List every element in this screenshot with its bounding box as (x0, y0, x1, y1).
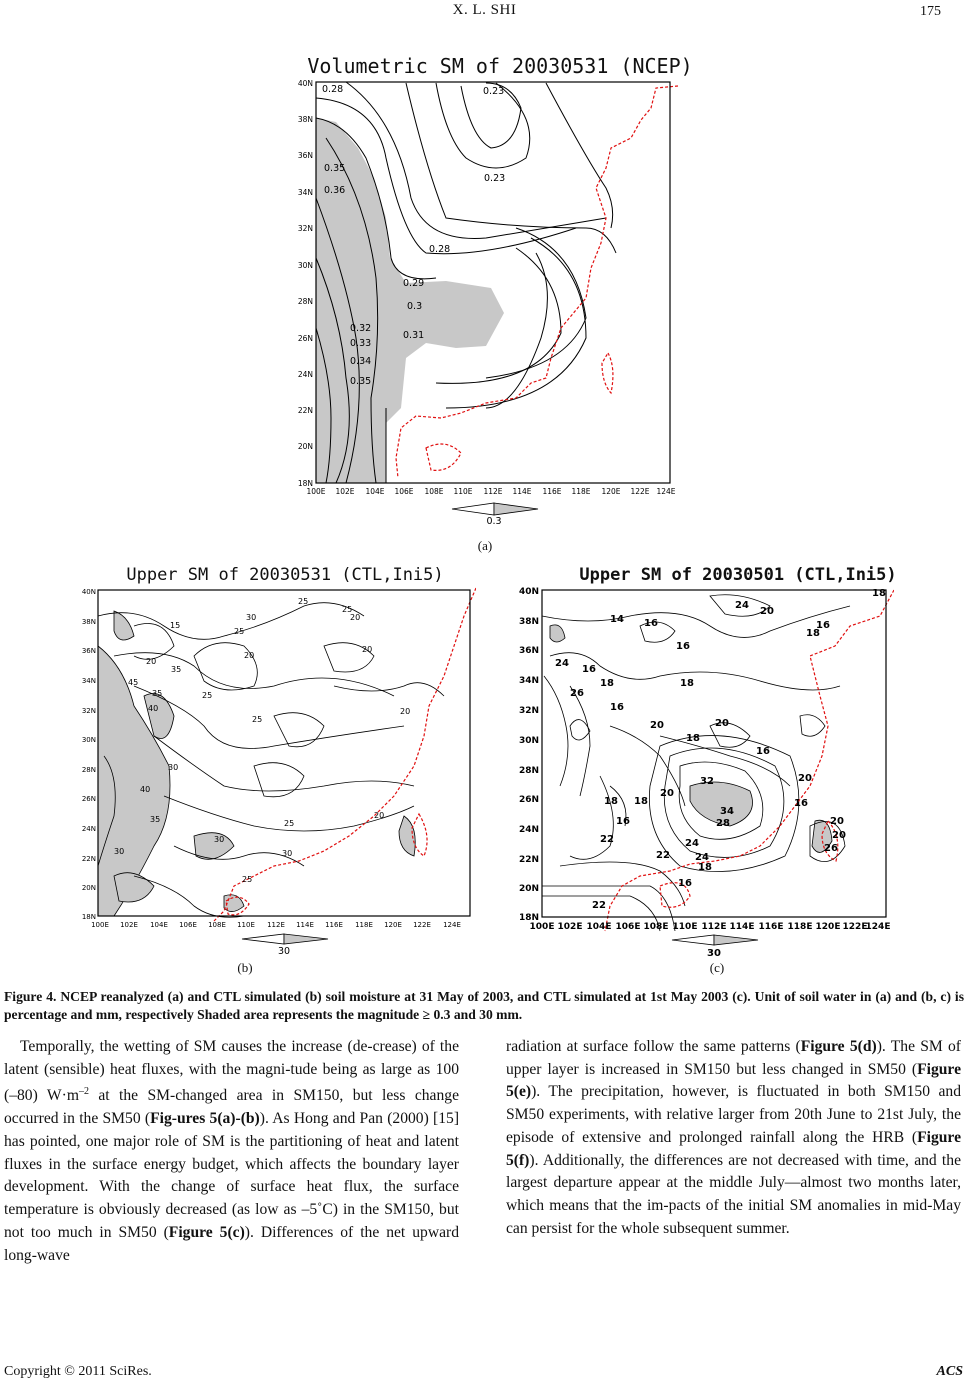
svg-text:16: 16 (816, 620, 830, 631)
svg-text:20: 20 (760, 606, 774, 617)
svg-text:20: 20 (650, 720, 664, 731)
svg-text:36N: 36N (297, 151, 313, 160)
svg-text:34: 34 (720, 806, 734, 817)
svg-text:40: 40 (148, 704, 159, 713)
svg-text:22N: 22N (81, 855, 96, 863)
svg-text:26: 26 (824, 843, 838, 854)
svg-text:18: 18 (686, 733, 700, 744)
svg-text:26N: 26N (81, 795, 96, 803)
svg-text:122E: 122E (842, 922, 868, 932)
svg-text:116E: 116E (542, 487, 562, 496)
svg-text:102E: 102E (120, 921, 138, 929)
svg-text:36N: 36N (81, 647, 96, 655)
svg-text:24: 24 (735, 600, 749, 611)
svg-text:18N: 18N (518, 913, 539, 923)
svg-text:16: 16 (610, 702, 624, 713)
svg-text:20N: 20N (297, 442, 313, 451)
svg-text:32N: 32N (81, 707, 96, 715)
svg-text:35: 35 (152, 689, 163, 698)
svg-text:38N: 38N (518, 617, 539, 627)
figure-reference: Figure 5(e) (506, 1060, 961, 1101)
svg-text:120E: 120E (384, 921, 402, 929)
svg-text:104E: 104E (150, 921, 168, 929)
map-a-legend (448, 500, 544, 526)
svg-text:25: 25 (298, 597, 309, 606)
svg-text:102E: 102E (335, 487, 355, 496)
svg-text:40N: 40N (518, 587, 539, 597)
svg-text:16: 16 (644, 618, 658, 629)
svg-text:22: 22 (592, 900, 606, 911)
svg-text:30: 30 (114, 847, 125, 856)
page-number: 175 (920, 4, 941, 19)
svg-text:26N: 26N (297, 334, 313, 343)
svg-text:0.32: 0.32 (350, 323, 372, 334)
svg-text:32N: 32N (518, 706, 539, 716)
body-paragraph: Temporally, the wetting of SM causes the increase (de-crease) of the latent (sensible) heat fluxes, with the magni-tude being as large as 100 (–80) $W\cdot m^{-2}$ at the SM-changed area in SM150, but less change occurred in the SM50 (Fig-ures 5(a)-(b)). As Hong and Pan (2000) [15] has pointed, one major role of SM is the partitioning of heat and latent fluxes in the surface energy budget, which affects the boundary layer development. With the change of surface heat flux, the surface temperature is obviously decreased (as low as –5˚C) in the SM150, but not too much in SM50 (Figure 5(c)). Differences of the net upward long-wave (4, 1038, 460, 1264)
map-c-legend (668, 934, 764, 960)
svg-text:25: 25 (252, 715, 263, 724)
svg-text:24: 24 (555, 658, 569, 669)
svg-text:20: 20 (715, 718, 729, 729)
svg-text:124E: 124E (443, 921, 461, 929)
map-b-contour-labels (114, 597, 410, 884)
svg-text:28: 28 (716, 818, 730, 829)
svg-text:25: 25 (342, 605, 353, 614)
svg-text:116E: 116E (325, 921, 343, 929)
svg-text:102E: 102E (557, 922, 583, 932)
map-c-contours (542, 595, 850, 931)
svg-text:40N: 40N (81, 588, 96, 596)
figure-reference: Figure 5(c) (168, 1223, 245, 1241)
svg-text:114E: 114E (729, 922, 755, 932)
svg-text:0.29: 0.29 (403, 278, 425, 289)
svg-text:25: 25 (234, 627, 245, 636)
svg-text:35: 35 (150, 815, 161, 824)
svg-text:104E: 104E (586, 922, 612, 932)
svg-text:108E: 108E (643, 922, 669, 932)
map-a-label: (a) (477, 538, 493, 553)
svg-text:106E: 106E (179, 921, 197, 929)
map-c-lon-ticks (530, 922, 891, 932)
svg-text:30N: 30N (518, 736, 539, 746)
svg-text:0.28: 0.28 (322, 84, 344, 95)
svg-text:122E: 122E (630, 487, 650, 496)
map-c-title: Upper SM of 20030501 (CTL,Ini5) (579, 565, 897, 585)
map-a-plot (286, 78, 678, 498)
svg-text:104E: 104E (365, 487, 385, 496)
svg-text:30N: 30N (81, 736, 96, 744)
svg-text:20: 20 (362, 645, 373, 654)
map-c-frame (542, 590, 886, 917)
svg-text:22N: 22N (297, 406, 313, 415)
figure-caption: Figure 4. NCEP reanalyzed (a) and CTL simulated (b) soil moisture at 31 May of 2003, and CTL simulated at 1st May 2003 (c). Unit of soil water in (a) and (b, c) is percentage and mm, respectively Shaded area represents the magnitude ≥ 0.3 and 30 mm. (4, 989, 964, 1022)
svg-text:18: 18 (872, 588, 886, 599)
map-b-lat-ticks (82, 588, 96, 921)
svg-text:22: 22 (656, 850, 670, 861)
svg-text:16: 16 (676, 641, 690, 652)
svg-text:108E: 108E (424, 487, 444, 496)
svg-text:100E: 100E (529, 922, 555, 932)
svg-text:32N: 32N (297, 224, 313, 233)
map-a-shade-south (316, 408, 386, 483)
svg-text:16: 16 (678, 878, 692, 889)
svg-text:20: 20 (400, 707, 411, 716)
map-c-label: (c) (709, 960, 725, 975)
svg-text:100E: 100E (91, 921, 109, 929)
svg-text:0.28: 0.28 (429, 244, 451, 255)
svg-text:30N: 30N (297, 261, 313, 270)
svg-text:32: 32 (700, 776, 714, 787)
map-c-lat-ticks (519, 587, 539, 923)
svg-text:18: 18 (680, 678, 694, 689)
svg-text:0.23: 0.23 (483, 86, 505, 97)
svg-text:28N: 28N (81, 766, 96, 774)
map-b-legend (238, 931, 334, 957)
svg-text:16: 16 (756, 746, 770, 757)
svg-text:112E: 112E (483, 487, 503, 496)
svg-text:0.36: 0.36 (324, 185, 346, 196)
svg-text:20: 20 (350, 613, 361, 622)
figure-reference: Figure 5(d) (800, 1038, 877, 1055)
svg-text:16: 16 (582, 664, 596, 675)
svg-text:124E: 124E (656, 487, 676, 496)
svg-text:20N: 20N (518, 884, 539, 894)
svg-text:114E: 114E (512, 487, 532, 496)
svg-text:15: 15 (170, 621, 181, 630)
svg-text:0.3: 0.3 (407, 301, 423, 312)
svg-text:24N: 24N (297, 370, 313, 379)
footer-journal: ACS (936, 1364, 963, 1379)
figure-reference: Figure 5(f) (506, 1128, 961, 1169)
svg-text:25: 25 (242, 875, 253, 884)
svg-text:124E: 124E (865, 922, 891, 932)
svg-text:18N: 18N (297, 479, 313, 488)
map-c-contour-labels (555, 588, 886, 911)
svg-text:100E: 100E (306, 487, 326, 496)
svg-text:110E: 110E (672, 922, 698, 932)
map-a-title: Volumetric SM of 20030531 (NCEP) (307, 54, 693, 78)
svg-text:20: 20 (798, 773, 812, 784)
map-b-label: (b) (237, 960, 253, 975)
svg-text:30: 30 (277, 946, 291, 957)
svg-text:34N: 34N (518, 676, 539, 686)
svg-text:18: 18 (698, 862, 712, 873)
running-header-author: X. L. SHI (452, 2, 517, 18)
svg-text:26: 26 (570, 688, 584, 699)
map-b-coastline (214, 588, 476, 921)
svg-text:20N: 20N (81, 884, 96, 892)
svg-text:40: 40 (140, 785, 151, 794)
svg-text:112E: 112E (701, 922, 727, 932)
svg-text:30: 30 (246, 613, 257, 622)
svg-text:26N: 26N (518, 795, 539, 805)
svg-text:114E: 114E (296, 921, 314, 929)
map-b-title: Upper SM of 20030531 (CTL,Ini5) (126, 565, 444, 585)
svg-text:118E: 118E (787, 922, 813, 932)
svg-text:112E: 112E (267, 921, 285, 929)
svg-text:118E: 118E (571, 487, 591, 496)
svg-text:24N: 24N (518, 825, 539, 835)
map-b-lon-ticks (91, 921, 461, 929)
svg-text:14: 14 (610, 614, 624, 625)
svg-text:38N: 38N (81, 618, 96, 626)
svg-text:34N: 34N (297, 188, 313, 197)
map-b-plot (74, 586, 476, 930)
svg-text:25: 25 (202, 691, 213, 700)
svg-text:30: 30 (707, 948, 721, 959)
svg-text:20: 20 (830, 816, 844, 827)
svg-text:25: 25 (284, 819, 295, 828)
svg-text:0.35: 0.35 (324, 163, 346, 174)
svg-text:18: 18 (806, 628, 820, 639)
svg-text:22: 22 (600, 834, 614, 845)
body-column-right (506, 1036, 961, 1240)
map-c-coastline (605, 590, 894, 931)
svg-text:30: 30 (214, 835, 225, 844)
svg-text:0.35: 0.35 (350, 376, 372, 387)
svg-text:28N: 28N (518, 766, 539, 776)
svg-text:118E: 118E (355, 921, 373, 929)
svg-text:36N: 36N (518, 646, 539, 656)
svg-text:0.31: 0.31 (403, 330, 425, 341)
svg-text:18: 18 (604, 796, 618, 807)
svg-text:40N: 40N (297, 79, 313, 88)
map-c-plot (510, 586, 894, 932)
map-a-lon-ticks (306, 487, 675, 496)
map-a-lat-ticks (298, 79, 313, 488)
svg-text:20: 20 (374, 811, 385, 820)
svg-text:116E: 116E (758, 922, 784, 932)
svg-text:110E: 110E (453, 487, 473, 496)
svg-text:20: 20 (660, 788, 674, 799)
svg-text:20: 20 (244, 651, 255, 660)
svg-text:34N: 34N (81, 677, 96, 685)
svg-text:120E: 120E (815, 922, 841, 932)
svg-text:35: 35 (171, 665, 182, 674)
svg-text:18N: 18N (81, 913, 96, 921)
svg-text:24: 24 (685, 838, 699, 849)
svg-text:45: 45 (128, 678, 139, 687)
svg-text:108E: 108E (208, 921, 226, 929)
svg-text:38N: 38N (297, 115, 313, 124)
svg-text:30: 30 (282, 849, 293, 858)
svg-text:16: 16 (794, 798, 808, 809)
svg-text:18: 18 (634, 796, 648, 807)
svg-text:18: 18 (600, 678, 614, 689)
figure-reference: Fig-ures 5(a)-(b) (150, 1110, 260, 1128)
svg-text:30: 30 (168, 763, 179, 772)
svg-text:0.33: 0.33 (350, 338, 372, 349)
svg-text:0.23: 0.23 (484, 173, 506, 184)
map-a-island-taiwan (602, 353, 613, 393)
svg-text:16: 16 (616, 816, 630, 827)
svg-text:22N: 22N (518, 855, 539, 865)
svg-text:20: 20 (146, 657, 157, 666)
body-column-left (4, 1036, 459, 1267)
svg-text:24: 24 (695, 852, 709, 863)
svg-text:20: 20 (832, 830, 846, 841)
svg-text:120E: 120E (601, 487, 621, 496)
svg-text:0.3: 0.3 (486, 516, 502, 526)
footer-copyright: Copyright © 2011 SciRes. (4, 1364, 152, 1379)
svg-text:0.34: 0.34 (350, 356, 372, 367)
svg-text:24N: 24N (81, 825, 96, 833)
svg-text:106E: 106E (394, 487, 414, 496)
svg-text:110E: 110E (237, 921, 255, 929)
svg-text:106E: 106E (615, 922, 641, 932)
map-a-island-hainan (426, 444, 461, 470)
svg-text:122E: 122E (413, 921, 431, 929)
svg-text:28N: 28N (297, 297, 313, 306)
body-paragraph: radiation at surface follow the same patterns (Figure 5(d)). The SM of upper layer is increased in SM150 but less changed in SM50 (Figure 5(e)). The precipitation, however, is fluctuated in both SM150 and SM50 experiments, with relative larger from 20th June to 21st July, the episode of extensive and prolonged rainfall along the HRB (Figure 5(f)). Additionally, the differences are not decreased with time, and the largest departure appear at the middle July—almost two months later, which means that the im-pacts of the initial SM anomalies in mid-May can persist for the whole subsequent summer. (506, 1038, 961, 1237)
